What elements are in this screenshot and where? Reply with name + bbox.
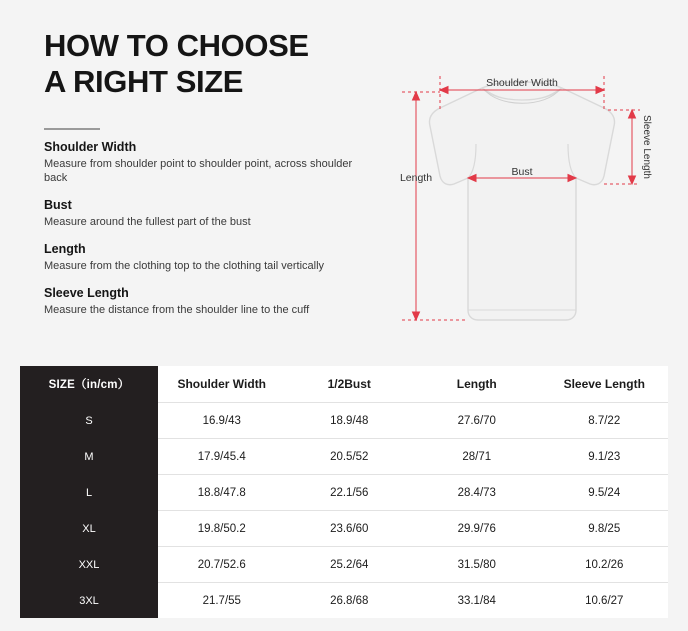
cell-sleeve-length: 10.6/27 (541, 583, 669, 619)
table-row (20, 403, 668, 439)
column-header-shoulder-width: Shoulder Width (158, 366, 286, 403)
cell-length: 33.1/84 (413, 583, 541, 619)
size-table (20, 366, 668, 618)
cell-length: 28/71 (413, 439, 541, 475)
column-header-sleeve-length: Sleeve Length (541, 366, 669, 403)
cell-size: XXL (20, 547, 158, 583)
definition-description: Measure from the clothing top to the clothing tail vertically (44, 260, 325, 272)
definition-sleeve-length (44, 286, 374, 317)
definition-description: Measure the distance from the shoulder line to the cuff (44, 304, 310, 316)
definition-term: Shoulder Width (44, 140, 137, 154)
cell-length: 29.9/76 (413, 511, 541, 547)
size-chart (20, 366, 668, 618)
measurement-definitions (44, 128, 374, 330)
column-header-half-bust: 1/2Bust (286, 366, 414, 403)
column-header-size: SIZE（in/cm） (20, 366, 158, 403)
cell-half-bust: 23.6/60 (286, 511, 414, 547)
definition-term: Sleeve Length (44, 286, 129, 300)
table-header-row (20, 366, 668, 403)
cell-shoulder-width: 16.9/43 (158, 403, 286, 439)
cell-size: XL (20, 511, 158, 547)
cell-length: 28.4/73 (413, 475, 541, 511)
cell-size: M (20, 439, 158, 475)
cell-length: 31.5/80 (413, 547, 541, 583)
length-label: Length (399, 172, 433, 184)
definition-length (44, 242, 374, 273)
divider (44, 128, 100, 130)
table-row (20, 583, 668, 619)
cell-shoulder-width: 20.7/52.6 (158, 547, 286, 583)
definition-shoulder-width (44, 140, 374, 185)
table-row (20, 547, 668, 583)
cell-sleeve-length: 8.7/22 (541, 403, 669, 439)
table-row (20, 511, 668, 547)
cell-size: S (20, 403, 158, 439)
cell-sleeve-length: 9.5/24 (541, 475, 669, 511)
page-title (44, 28, 374, 100)
cell-length: 27.6/70 (413, 403, 541, 439)
cell-sleeve-length: 9.1/23 (541, 439, 669, 475)
cell-size: 3XL (20, 583, 158, 619)
definition-bust (44, 198, 374, 229)
definition-term: Length (44, 242, 86, 256)
column-header-length: Length (413, 366, 541, 403)
cell-sleeve-length: 10.2/26 (541, 547, 669, 583)
definition-term: Bust (44, 198, 72, 212)
cell-shoulder-width: 21.7/55 (158, 583, 286, 619)
cell-half-bust: 22.1/56 (286, 475, 414, 511)
tshirt-diagram (372, 48, 672, 348)
cell-half-bust: 26.8/68 (286, 583, 414, 619)
shoulder-width-label: Shoulder Width (486, 77, 558, 89)
definition-description: Measure from shoulder point to shoulder point, across shoulder back (44, 158, 353, 184)
definition-description: Measure around the fullest part of the bust (44, 216, 251, 228)
cell-size: L (20, 475, 158, 511)
tshirt-shape (429, 82, 614, 320)
page-title-line2: A RIGHT SIZE (44, 64, 244, 99)
cell-shoulder-width: 19.8/50.2 (158, 511, 286, 547)
bust-label: Bust (511, 166, 533, 178)
cell-shoulder-width: 17.9/45.4 (158, 439, 286, 475)
cell-sleeve-length: 9.8/25 (541, 511, 669, 547)
sleeve-length-label: Sleeve Length (641, 115, 652, 179)
table-row (20, 439, 668, 475)
cell-half-bust: 25.2/64 (286, 547, 414, 583)
page-title-line1: HOW TO CHOOSE (44, 28, 309, 63)
cell-shoulder-width: 18.8/47.8 (158, 475, 286, 511)
cell-half-bust: 20.5/52 (286, 439, 414, 475)
table-row (20, 475, 668, 511)
cell-half-bust: 18.9/48 (286, 403, 414, 439)
